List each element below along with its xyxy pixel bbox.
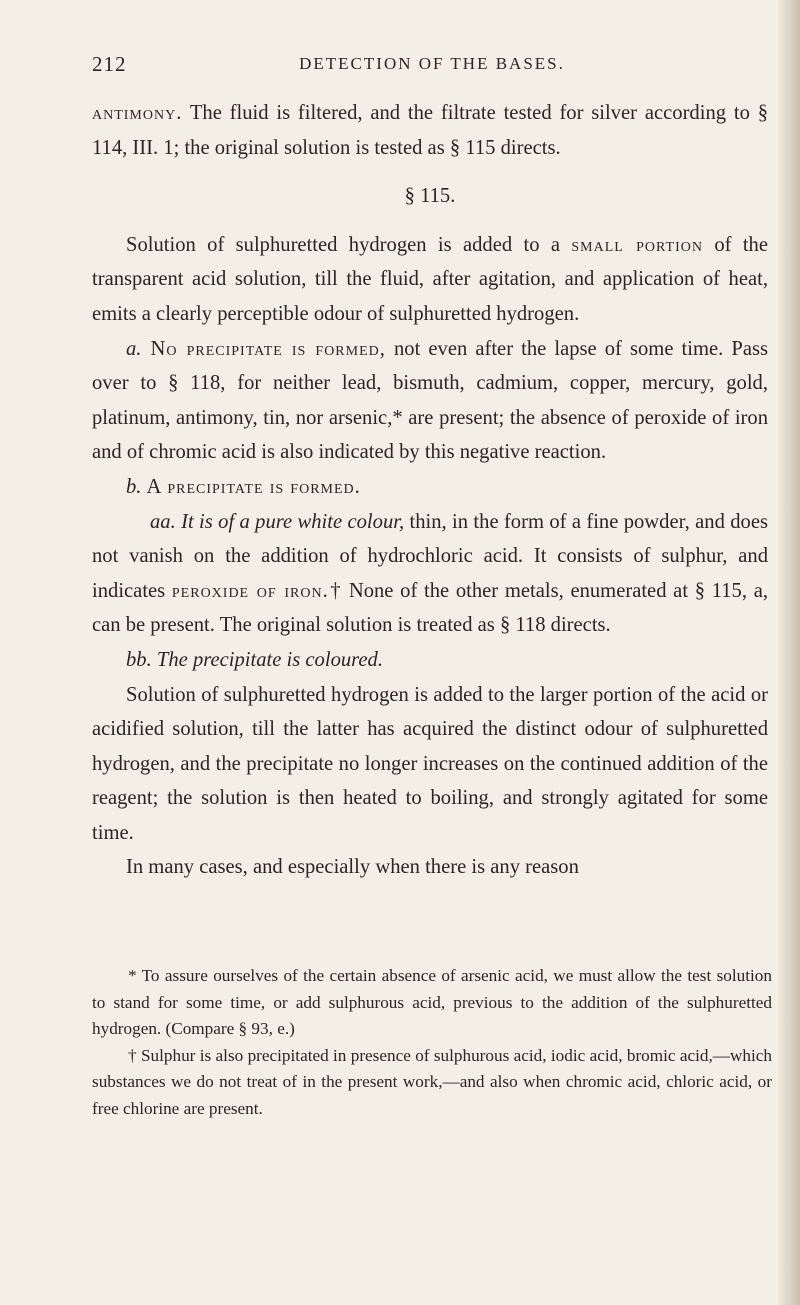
- small-caps-text: A precipitate is formed.: [141, 475, 361, 498]
- paragraph-solution: [92, 228, 768, 332]
- page-number: 212: [92, 52, 127, 76]
- paragraph-antimony: [92, 96, 768, 165]
- body-text: [92, 96, 768, 885]
- small-caps-text: small portion: [571, 233, 703, 256]
- small-caps-text: No precipitate is formed,: [141, 337, 386, 360]
- paragraph-text: The fluid is filtered, and the filtrate tested for silver according to § 114, III. 1; the original solution is tested as § 115 directs.: [92, 102, 768, 159]
- footnotes: [92, 963, 772, 1123]
- case-bb: [92, 643, 768, 678]
- page-header: [92, 52, 772, 82]
- section-heading: § 115.: [404, 185, 456, 208]
- small-caps-text: peroxide of iron.: [171, 579, 329, 602]
- paragraph-text: not even after the lapse of some time. Pass over to § 118, for neither lead, bismuth, cadmium, copper, mercury, gold, platinum, antimony, tin, nor arsenic,* are present; the absence of peroxide of iron and of chromic acid is also indicated by this negative reaction.: [92, 337, 768, 464]
- footnote-2: † Sulphur is also precipitated in presence of sulphurous acid, iodic acid, bromic acid,—which substances we do not treat of in the present work,—and also when chromic acid, chloric acid, or free chlorine are present.: [92, 1045, 772, 1118]
- case-label: bb.: [126, 648, 152, 671]
- paragraph-text: Solution of sulphuretted hydrogen is added to a: [126, 233, 572, 256]
- case-label: a.: [126, 337, 142, 360]
- paragraph-text: thin, in the form of a fine powder, and does not vanish on the addition of hydrochloric acid. It consists of sulphur, and indicates: [92, 510, 769, 602]
- case-label: aa.: [150, 510, 176, 533]
- paragraph-procedure: Solution of sulphuretted hydrogen is added to the larger portion of the acid or acidified solution, till the latter has acquired the distinct odour of sulphuretted hydrogen, and the precipitate no longer increases on the continued addition of the reagent; the solution is then heated to boiling, and strongly agitated for some time.: [92, 683, 768, 844]
- italic-text: It is of a pure white colour,: [175, 510, 405, 533]
- footnote-1: * To assure ourselves of the certain absence of arsenic acid, we must allow the test solution to stand for some time, or add sulphurous acid, previous to the addition of the sulphuretted hydrogen. (Compare § 93, e.): [92, 966, 772, 1039]
- lead-word: antimony.: [92, 102, 183, 124]
- case-a: [92, 332, 768, 470]
- paragraph-text: † None of the other metals, enumerated at § 115, a, can be present. The original solution is treated as § 118 directs.: [92, 579, 768, 637]
- page-edge: [778, 0, 800, 1305]
- running-title: DETECTION OF THE BASES.: [299, 54, 565, 73]
- case-b: [92, 470, 768, 505]
- paragraph-text: of the transparent acid solution, till the fluid, after agitation, and application of heat, emits a clearly perceptible odour of sulphuretted hydrogen.: [92, 233, 768, 325]
- case-label: b.: [126, 475, 142, 498]
- italic-text: The precipitate is coloured.: [151, 648, 384, 671]
- paragraph-continuation: In many cases, and especially when there is any reason: [126, 856, 579, 879]
- case-aa: [92, 505, 768, 643]
